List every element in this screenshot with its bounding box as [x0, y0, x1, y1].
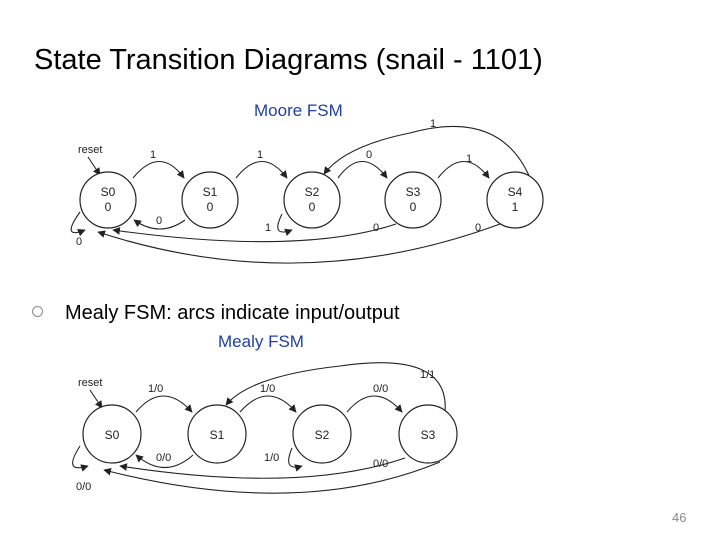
- mealy-state-s1-name: S1: [209, 428, 225, 442]
- mealy-arc-label-s1-s2: 1/0: [260, 383, 276, 395]
- mealy-arc-s2-s3: [347, 396, 402, 412]
- mealy-self-label-s2: 1/0: [264, 452, 280, 464]
- moore-arc-label-s1-s2: 1: [257, 149, 264, 161]
- moore-state-s4-output: 1: [511, 200, 519, 214]
- mealy-state-s1: [188, 405, 246, 463]
- moore-diagram: [71, 101, 543, 263]
- moore-self-loop-s0: [71, 212, 85, 233]
- moore-state-s0-name: S0: [100, 185, 116, 199]
- moore-heading: Moore FSM: [254, 101, 343, 120]
- mealy-state-s0-name: S0: [104, 428, 120, 442]
- mealy-arc-label-s2-s3: 0/0: [373, 383, 389, 395]
- mealy-arc-s1-s2: [240, 396, 296, 412]
- slide-title: State Transition Diagrams (snail - 1101): [34, 44, 543, 76]
- bullet-text: Mealy FSM: arcs indicate input/output: [65, 302, 400, 324]
- moore-arc-label-s3-s4: 1: [466, 153, 473, 165]
- mealy-state-s0: [83, 405, 141, 463]
- moore-reset-arrow: [88, 157, 100, 175]
- mealy-self-loop-s0: [73, 446, 88, 468]
- moore-reset-label: reset: [78, 144, 103, 156]
- moore-state-s3: [385, 172, 441, 228]
- moore-arc-s4-s2: [324, 126, 530, 178]
- moore-arc-label-s0-s1: 1: [150, 149, 157, 161]
- moore-arc-s3-s4: [438, 162, 489, 179]
- mealy-state-s2: [293, 405, 351, 463]
- moore-state-s2-output: 0: [308, 200, 316, 214]
- mealy-state-s3-name: S3: [420, 428, 436, 442]
- moore-state-s2-name: S2: [304, 185, 320, 199]
- mealy-arc-label-s0-s1: 1/0: [148, 383, 164, 395]
- moore-arc-s4-s0: [98, 224, 500, 263]
- moore-arc-s2-s3: [338, 162, 387, 179]
- moore-state-s4-name: S4: [507, 185, 523, 199]
- moore-arc-label-s1-s0: 0: [156, 215, 163, 227]
- mealy-self-label-s0: 0/0: [76, 481, 92, 493]
- mealy-reset-label: reset: [78, 377, 103, 389]
- mealy-arc-s3-s1: [226, 363, 445, 412]
- mealy-arc-label-s3-s0-inner: 0/0: [373, 458, 389, 470]
- moore-arc-s1-s2: [236, 162, 287, 179]
- moore-state-s4: [487, 172, 543, 228]
- mealy-state-s2-name: S2: [314, 428, 330, 442]
- moore-self-label-s2: 1: [265, 222, 272, 234]
- moore-state-s1-output: 0: [206, 200, 214, 214]
- moore-state-s0-output: 0: [104, 200, 112, 214]
- mealy-reset-arrow: [90, 390, 102, 408]
- moore-state-s3-name: S3: [405, 185, 421, 199]
- page-number: 46: [672, 510, 687, 525]
- moore-arc-label-s4-s2: 1: [430, 118, 437, 130]
- mealy-arc-label-s1-s0: 0/0: [156, 452, 172, 464]
- moore-state-s0: [80, 172, 136, 228]
- moore-arc-s0-s1: [133, 162, 184, 179]
- moore-arc-label-s4-s0: 0: [475, 222, 482, 234]
- moore-state-s3-output: 0: [409, 200, 417, 214]
- moore-state-s1: [182, 172, 238, 228]
- mealy-arc-s3-s0-outer: [104, 462, 440, 493]
- mealy-arc-label-s3-s1: 1/1: [420, 369, 436, 381]
- moore-self-label-s0: 0: [76, 236, 83, 248]
- moore-state-s1-name: S1: [202, 185, 218, 199]
- mealy-diagram: [73, 332, 457, 493]
- mealy-arc-s0-s1: [136, 396, 192, 412]
- moore-arc-label-s2-s3: 0: [366, 149, 373, 161]
- mealy-state-s3: [399, 405, 457, 463]
- moore-arc-label-s3-s0: 0: [373, 222, 380, 234]
- mealy-heading: Mealy FSM: [218, 332, 304, 351]
- moore-state-s2: [284, 172, 340, 228]
